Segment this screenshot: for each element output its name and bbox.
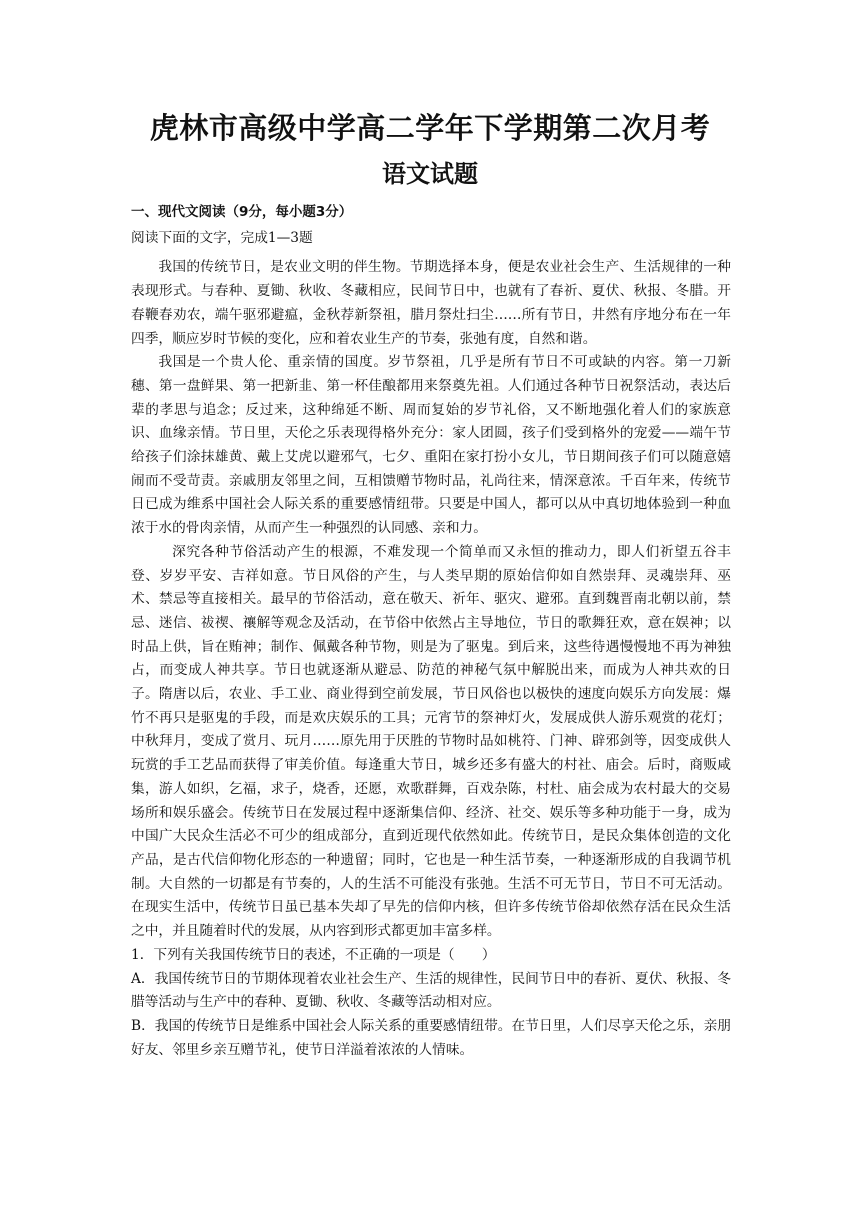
document-body (131, 201, 731, 1062)
reading-instruction: 阅读下面的文字，完成1—3题 (131, 229, 313, 246)
question-1: 1．下列有关我国传统节日的表述，不正确的一项是（ ） (131, 946, 496, 963)
passage-paragraph: 我国是一个贵人伦、重亲情的国度。岁节祭祖，几乎是所有节日不可或缺的内容。第一刀新穗、第一盘鲜果、第一把新韭、第一杯佳酿都用来祭奠先祖。人们通过各种节日祝祭活动，表达后辈的孝思与追念；反过来，这种绵延不断、周而复始的岁节礼俗，又不断地强化着人们的家族意识、血缘亲情。节日里，天伦之乐表现得格外充分：家人团圆，孩子们受到格外的宠爱——端午节给孩子们涂抹雄黄、戴上艾虎以避邪气，七夕、重阳在家打扮小女儿，节日期间孩子们可以随意嬉闹而不受苛责。亲戚朋友邻里之间，互相馈赠节物时品，礼尚往来，情深意浓。千百年来，传统节日已成为维系中国社会人际关系的重要感情纽带。只要是中国人，都可以从中真切地体验到一种血浓于水的骨肉亲情，从而产生一种强烈的认同感、亲和力。 (131, 354, 731, 537)
passage-paragraph: 我国的传统节日，是农业文明的伴生物。节期选择本身，便是农业社会生产、生活规律的一种表现形式。与春种、夏锄、秋收、冬藏相应，民间节日中，也就有了春祈、夏伏、秋报、冬腊。开春鞭春劝农，端午驱邪避瘟，金秋荐新祭祖，腊月祭灶扫尘……所有节日，井然有序地分布在一年四季，顺应岁时节候的变化，应和着农业生产的节奏，张弛有度，自然和谐。 (131, 259, 731, 347)
question-1-option-a: A．我国传统节日的节期体现着农业社会生产、生活的规律性，民间节日中的春祈、夏伏、秋报、冬腊等活动与生产中的春种、夏锄、秋收、冬藏等活动相对应。 (131, 970, 731, 1011)
page-title: 虎林市高级中学高二学年下学期第二次月考 (149, 111, 711, 145)
page-subtitle: 语文试题 (382, 160, 478, 188)
passage-paragraph: 深究各种节俗活动产生的根源，不难发现一个简单而又永恒的推动力，即人们祈望五谷丰登、岁岁平安、吉祥如意。节日风俗的产生，与人类早期的原始信仰如自然崇拜、灵魂崇拜、巫术、禁忌等直接相关。最早的节俗活动，意在敬天、祈年、驱灾、避邪。直到魏晋南北朝以前，禁忌、迷信、祓禊、禳解等观念及活动，在节俗中依然占主导地位，节日的歌舞狂欢，意在娱神；以时品上供，旨在贿神；制作、佩戴各种节物，则是为了驱鬼。到后来，这些待遇慢慢地不再为神独占，而变成人神共享。节日也就逐渐从避忌、防范的神秘气氛中解脱出来，而成为人神共欢的日子。隋唐以后，农业、手工业、商业得到空前发展，节日风俗也以极快的速度向娱乐方向发展：爆竹不再只是驱鬼的手段，而是欢庆娱乐的工具；元宵节的祭神灯火，发展成供人游乐观赏的花灯；中秋拜月，变成了赏月、玩月……原先用于厌胜的节物时品如桃符、门神、辟邪剑等，因变成供人玩赏的手工艺品而获得了审美价值。每逢重大节日，城乡还多有盛大的村社、庙会。后时，商贩咸集，游人如织，乞福，求子，烧香，还愿，欢歌群舞，百戏杂陈，村杜、庙会成为农村最大的交易场所和娱乐盛会。传统节日在发展过程中逐渐集信仰、经济、社交、娱乐等多种功能于一身，成为中国广大民众生活必不可少的组成部分，直到近现代依然如此。传统节日，是民众集体创造的文化产品，是古代信仰物化形态的一种遗留；同时，它也是一种生活节奏，一种逐渐形成的自我调节机制。大自然的一切都是有节奏的，人的生活不可能没有张弛。生活不可无节日，节日不可无活动。在现实生活中，传统节日虽已基本失却了早先的信仰内核，但许多传统节俗却依然存活在民众生活之中，并且随着时代的发展，从内容到形式都更加丰富多样。 (131, 543, 731, 940)
section-heading: 一、现代文阅读（9分，每小题3分） (131, 204, 353, 220)
question-1-option-b: B．我国的传统节日是维系中国社会人际关系的重要感情纽带。在节日里，人们尽享天伦之乐，亲朋好友、邻里乡亲互赠节礼，使节日洋溢着浓浓的人情味。 (131, 1017, 731, 1058)
